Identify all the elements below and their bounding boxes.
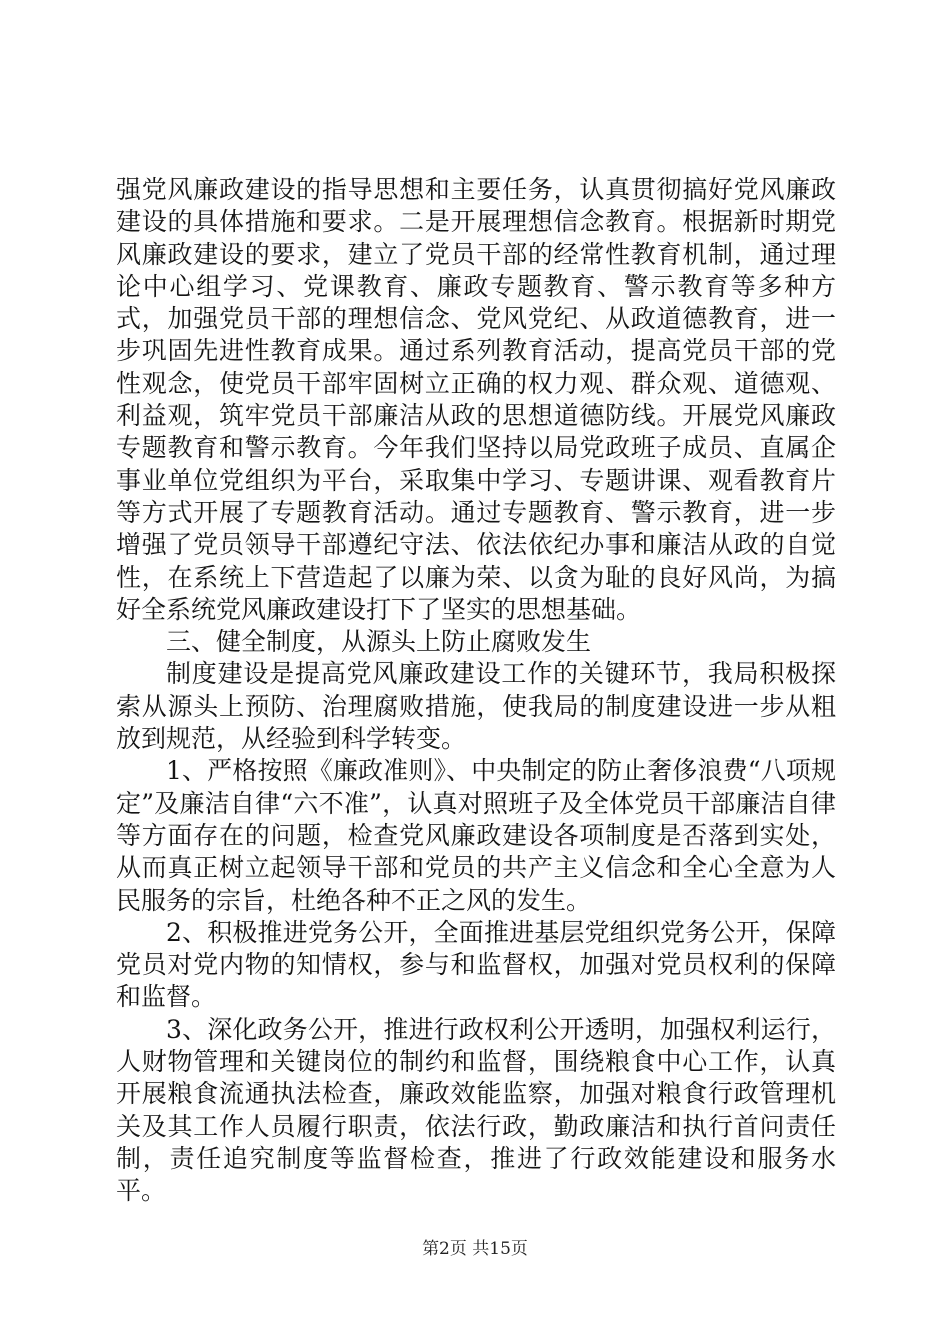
- document-body: [116, 174, 836, 1208]
- paragraph-continued-education: 强党风廉政建设的指导思想和主要任务，认真贯彻搞好党风廉政建设的具体措施和要求。二是开展理想信念教育。根据新时期党风廉政建设的要求，建立了党员干部的经常性教育机制，通过理论中心组学习、党课教育、廉政专题教育、警示教育等多种方式，加强党员干部的理想信念、党风党纪、从政道德教育，进一步巩固先进性教育成果。通过系列教育活动，提高党员干部的党性观念，使党员干部牢固树立正确的权力观、群众观、道德观、利益观，筑牢党员干部廉洁从政的思想道德防线。开展党风廉政专题教育和警示教育。今年我们坚持以局党政班子成员、直属企事业单位党组织为平台，采取集中学习、专题讲课、观看教育片等方式开展了专题教育活动。通过专题教育、警示教育，进一步增强了党员领导干部遵纪守法、依法依纪办事和廉洁从政的自觉性，在系统上下营造起了以廉为荣、以贪为耻的良好风尚，为搞好全系统党风廉政建设打下了坚实的思想基础。: [116, 175, 836, 624]
- paragraph-institution-intro: 制度建设是提高党风廉政建设工作的关键环节，我局积极探索从源头上预防、治理腐败措施，使我局的制度建设进一步从粗放到规范，从经验到科学转变。: [116, 659, 836, 754]
- paragraph-item-2: 2、积极推进党务公开，全面推进基层党组织党务公开，保障党员对党内物的知情权，参与和监督权，加强对党员权利的保障和监督。: [116, 917, 836, 1012]
- paragraph-item-3: 3、深化政务公开，推进行政权利公开透明，加强权利运行，人财物管理和关键岗位的制约和监督，围绕粮食中心工作，认真开展粮食流通执法检查，廉政效能监察，加强对粮食行政管理机关及其工作人员履行职责，依法行政，勤政廉洁和执行首问责任制，责任追究制度等监督检查，推进了行政效能建设和服务水平。: [116, 1014, 836, 1206]
- paragraph-item-1: 1、严格按照《廉政准则》、中央制定的防止奢侈浪费“八项规定”及廉洁自律“六不准”，认真对照班子及全体党员干部廉洁自律等方面存在的问题，检查党风廉政建设各项制度是否落到实处，从而真正树立起领导干部和党员的共产主义信念和全心全意为人民服务的宗旨，杜绝各种不正之风的发生。: [116, 756, 836, 915]
- page-number-footer: 第2页 共15页: [422, 1239, 528, 1259]
- section-heading-institution: 三、健全制度，从源头上防止腐败发生: [166, 627, 592, 657]
